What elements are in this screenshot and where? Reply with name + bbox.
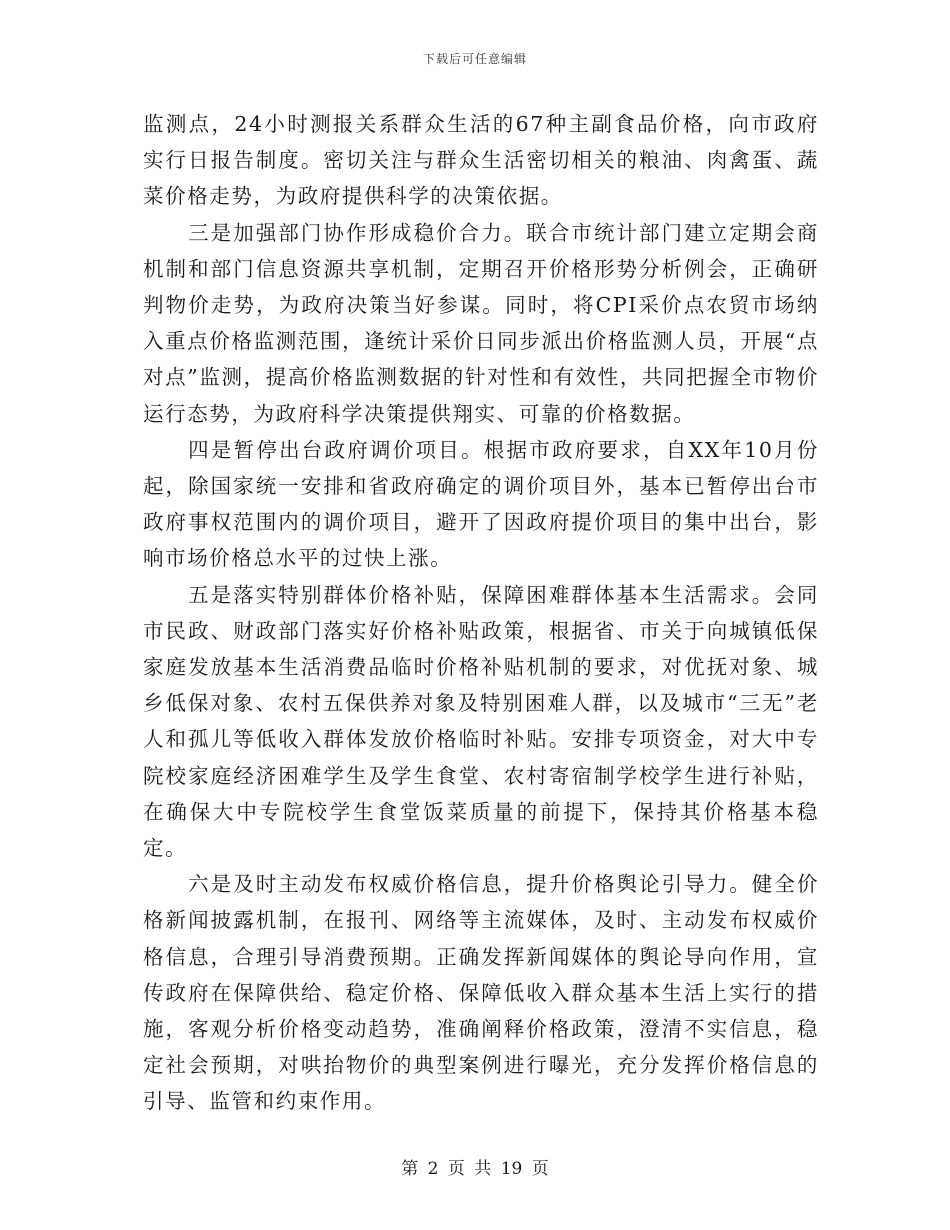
paragraph-three: 三是加强部门协作形成稳价合力。联合市统计部门建立定期会商机制和部门信息资源共享机制，定期召开价格形势分析例会，正确研判物价走势，为政府决策当好参谋。同时，将CPI采价点农贸市场纳入重点价格监测范围，逢统计采价日同步派出价格监测人员，开展“点对点”监测，提高价格监测数据的针对性和有效性，共同把握全市物价运行态势，为政府科学决策提供翔实、可靠的价格数据。: [143, 220, 819, 426]
paragraph-four: 四是暂停出台政府调价项目。根据市政府要求，自XX年10月份起，除国家统一安排和省政府确定的调价项目外，基本已暂停出台市政府事权范围内的调价项目，避开了因政府提价项目的集中出台，影响市场价格总水平的过快上涨。: [143, 437, 819, 571]
paragraph-six: 六是及时主动发布权威价格信息，提升价格舆论引导力。健全价格新闻披露机制，在报刊、网络等主流媒体，及时、主动发布权威价格信息，合理引导消费预期。正确发挥新闻媒体的舆论导向作用，宣传政府在保障供给、稳定价格、保障低收入群众基本生活上实行的措施，客观分析价格变动趋势，准确阐释价格政策，澄清不实信息，稳定社会预期，对哄抬物价的典型案例进行曝光，充分发挥价格信息的引导、监管和约束作用。: [143, 872, 819, 1114]
paragraph-continued: 监测点，24小时测报关系群众生活的67种主副食品价格，向市政府实行日报告制度。密切关注与群众生活密切相关的粮油、肉禽蛋、蔬菜价格走势，为政府提供科学的决策依据。: [143, 112, 819, 209]
document-body: [143, 106, 819, 1120]
page-number-footer: 第 2 页 共 19 页: [401, 1159, 549, 1179]
page-header-note: 下载后可任意编辑: [422, 52, 527, 66]
paragraph-five: 五是落实特别群体价格补贴，保障困难群体基本生活需求。会同市民政、财政部门落实好价格补贴政策，根据省、市关于向城镇低保家庭发放基本生活消费品临时价格补贴机制的要求，对优抚对象、城乡低保对象、农村五保供养对象及特别困难人群，以及城市“三无”老人和孤儿等低收入群体发放价格临时补贴。安排专项资金，对大中专院校家庭经济困难学生及学生食堂、农村寄宿制学校学生进行补贴，在确保大中专院校学生食堂饭菜质量的前提下，保持其价格基本稳定。: [143, 582, 819, 861]
